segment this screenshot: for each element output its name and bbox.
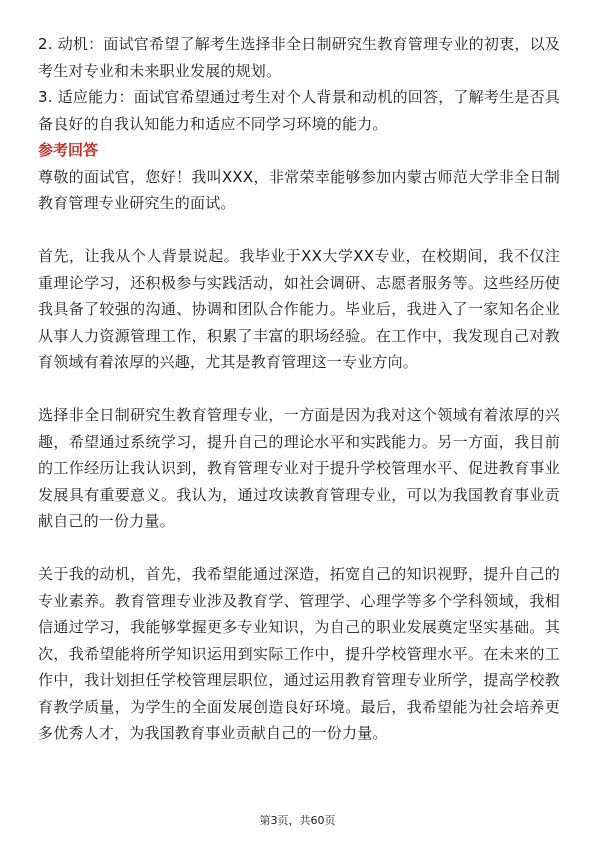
paragraph-greeting: 尊敬的面试官，您好！我叫XXX，非常荣幸能够参加内蒙古师范大学非全日制教育管理专业研究生的面试。 bbox=[38, 167, 560, 212]
paragraph-gap bbox=[38, 376, 560, 403]
paragraph-choice: 选择非全日制研究生教育管理专业，一方面是因为我对这个领域有着浓厚的兴趣，希望通过系统学习，提升自己的理论水平和实践能力。另一方面，我目前的工作经历让我认识到，教育管理专业对于提升学校管理水平、促进教育事业发展具有重要意义。我认为，通过攻读教育管理专业，可以为我国教育事业贡献自己的一份力量。 bbox=[38, 406, 560, 530]
document-body bbox=[38, 31, 560, 747]
point-motivation: 2. 动机：面试官希望了解考生选择非全日制研究生教育管理专业的初衷，以及考生对专业和未来职业发展的规划。 bbox=[38, 35, 560, 80]
page-number: 第3页，共60页 bbox=[259, 814, 336, 827]
paragraph-gap bbox=[38, 535, 560, 562]
answer-heading: 参考回答 bbox=[38, 141, 99, 159]
paragraph-background: 首先，让我从个人背景说起。我毕业于XX大学XX专业，在校期间，我不仅注重理论学习，还积极参与实践活动，如社会调研、志愿者服务等。这些经历使我具备了较强的沟通、协调和团队合作能力。毕业后，我进入了一家知名企业从事人力资源管理工作，积累了丰富的职场经验。在工作中，我发现自己对教育领域有着浓厚的兴趣，尤其是教育管理这一专业方向。 bbox=[38, 247, 560, 371]
point-adaptability: 3. 适应能力：面试官希望通过考生对个人背景和动机的回答，了解考生是否具备良好的自我认知能力和适应不同学习环境的能力。 bbox=[38, 88, 560, 133]
paragraph-motivation: 关于我的动机，首先，我希望能通过深造，拓宽自己的知识视野，提升自己的专业素养。教育管理专业涉及教育学、管理学、心理学等多个学科领域，我相信通过学习，我能够掌握更多专业知识，为自己的职业发展奠定坚实基础。其次，我希望能将所学知识运用到实际工作中，提升学校管理水平。在未来的工作中，我计划担任学校管理层职位，通过运用教育管理专业所学，提高学校教育教学质量，为学生的全面发展创造良好环境。最后，我希望能为社会培养更多优秀人才，为我国教育事业贡献自己的一份力量。 bbox=[38, 565, 560, 742]
paragraph-gap bbox=[38, 217, 560, 244]
